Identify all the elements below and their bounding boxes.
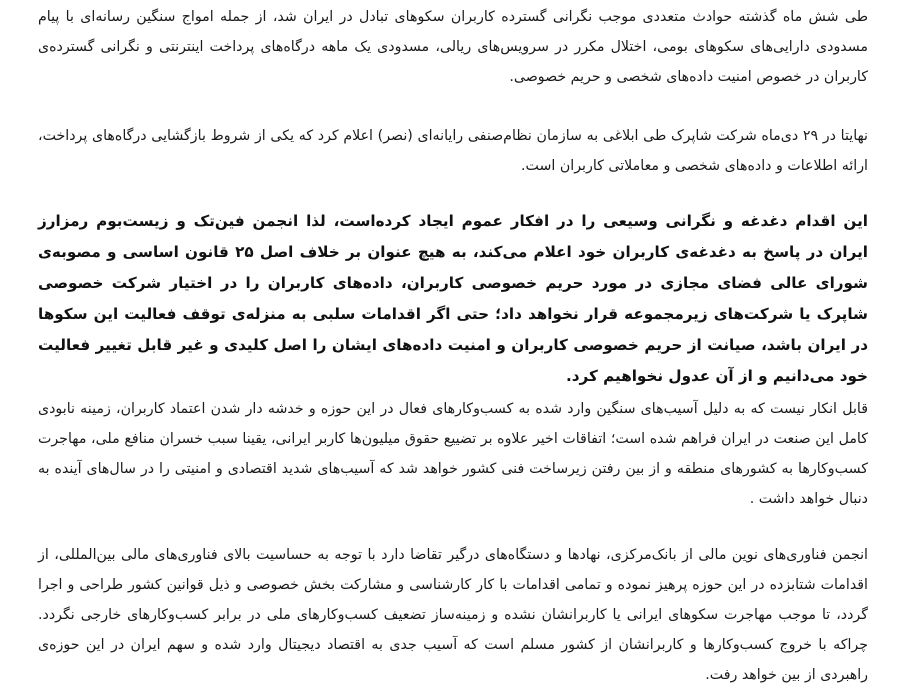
paragraph-request-to-authorities: انجمن فناوری‌های نوین مالی از بانک‌مرکزی، نهادها و دستگاه‌های درگیر تقاضا دارد با توجه به حساسیت بالای فناوری‌های مالی بین‌المللی، از اقدامات شتابزده در این حوزه پرهیز نموده و تمامی اقدامات با کار کارشناسی و مشارکت بخش خصوصی و ذیل قوانین کشور طراحی و اجرا گردد، تا موجب مهاجرت سکوهای ایرانی یا کاربرانشان نشده و زمینه‌ساز تضعیف کسب‌وکارهای ملی در برابر کسب‌وکارهای خارجی نگردد. چراکه با خروج کسب‌وکارها و کاربرانشان از کشور مسلم است که آسیب جدی به اقتصاد دیجیتال وارد شده و سهم ایران در این حوزه‌ی راهبردی از بین خواهد رفت.	[38, 547, 868, 683]
paragraph-shaparak-notice: نهایتا در ۲۹ دی‌ماه شرکت شاپرک طی ابلاغی به سازمان نظام‌صنفی رایانه‌ای (نصر) اعلام کرد که یکی از شروط بازگشایی درگاه‌های پرداخت، ارائه اطلاعات و داده‌های شخصی و معاملاتی کاربران است.	[38, 128, 869, 174]
paragraph-association-statement: این اقدام دغدغه و نگرانی وسیعی را در افکار عموم ایجاد کرده‌است، لذا انجمن فین‌تک و زیست‌بوم رمزارز ایران در پاسخ به دغدغه‌ی کاربران خود اعلام می‌کند، به هیچ عنوان بر خلاف اصل ۲۵ قانون اساسی و مصوبه‌ی شورای عالی فضای مجازی در مورد حریم خصوصی کاربران، داده‌های کاربران را در اختیار شرکت خصوصی شاپرک یا شرکت‌های زیرمجموعه قرار نخواهد داد؛ حتی اگر اقدامات سلبی به منزله‌ی توقف فعالیت این سکوها در ایران باشد، صیانت از حریم خصوصی کاربران و امنیت داده‌های ایشان را اصل کلیدی و غیر قابل تغییر فعالیت خود می‌دانیم و از آن عدول نخواهیم کرد.	[38, 212, 868, 385]
paragraph-industry-damage: قابل انکار نیست که به دلیل آسیب‌های سنگین وارد شده به کسب‌وکارهای فعال در این حوزه و خدشه دار شدن اعتماد کاربران، زمینه نابودی کامل این صنعت در ایران فراهم شده است؛ اتفاقات اخیر علاوه بر تضییع حقوق میلیون‌ها کاربر ایرانی، یقینا سبب خسران منافع ملی، مهاجرت کسب‌وکارها به کشورهای منطقه و از بین رفتن زیرساخت فنی کشور خواهد شد که آسیب‌های شدید اقتصادی و امنیتی را در سال‌های آینده به دنبال خواهد داشت .	[38, 401, 868, 507]
paragraph-recent-incidents: طی شش ماه گذشته حوادث متعددی موجب نگرانی گسترده کاربران سکوهای تبادل در ایران شد، از جمله امواج سنگین رسانه‌ای با پیام مسدودی دارایی‌های سکوهای بومی، اختلال مکرر در سرویس‌های ریالی، مسدودی یک ماهه درگاه‌های پرداخت اینترنتی و نگرانی گسترده‌ی کاربران در خصوص امنیت داده‌های شخصی و حریم خصوصی.	[38, 9, 868, 85]
